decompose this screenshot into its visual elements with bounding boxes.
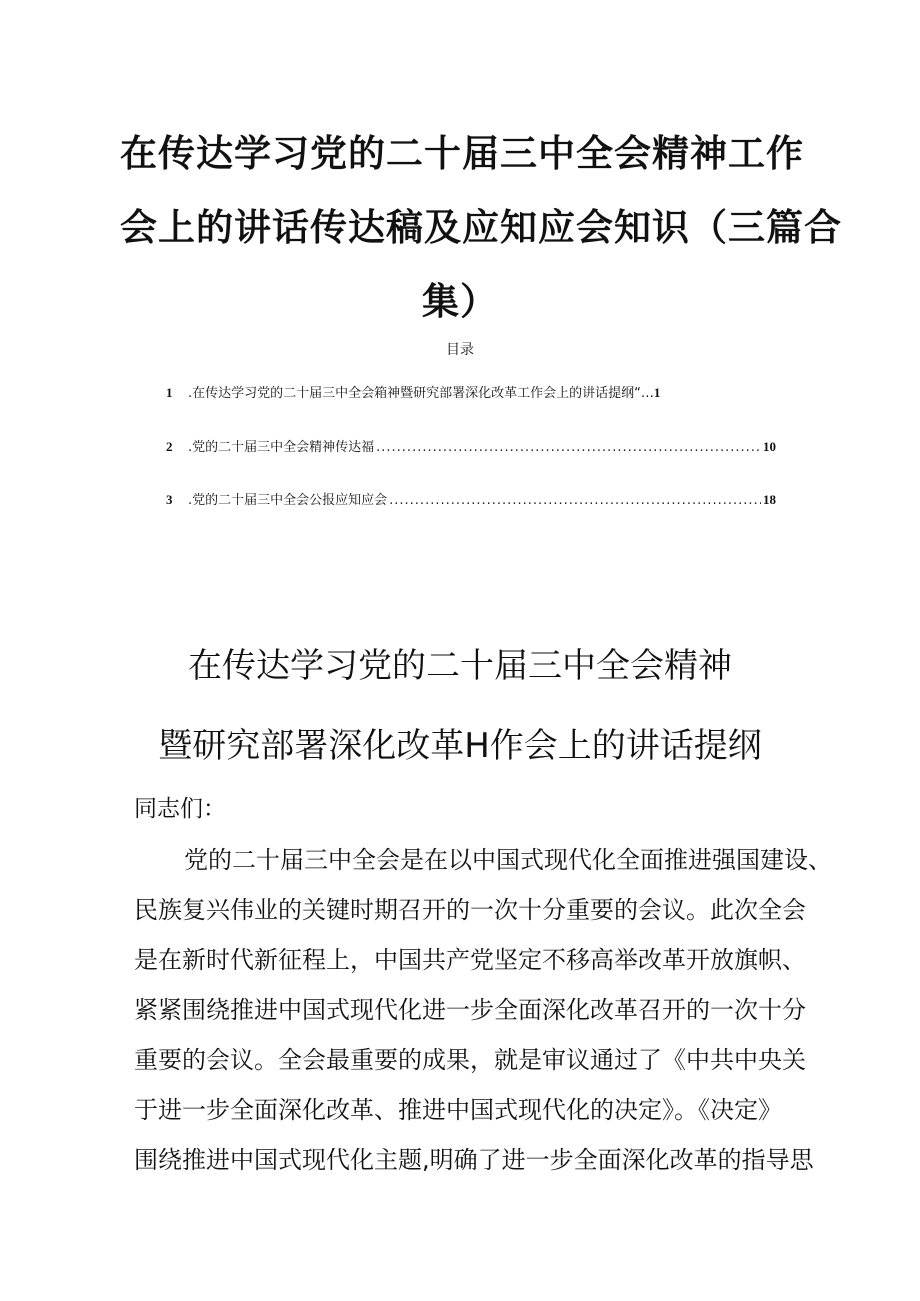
paragraph-line: 民族复兴伟业的关键时期召开的一次十分重要的会议。此次全会 (134, 896, 806, 924)
toc-entry-number: 2 (166, 439, 173, 454)
toc-entry-1[interactable] (166, 383, 776, 403)
toc-entry-number: 1 (166, 385, 173, 400)
toc-entry-text: .党的二十届三中全会精神传达福 (188, 440, 375, 455)
salutation: 同志们： (134, 796, 226, 822)
document-title-line-3: 集） (422, 280, 498, 323)
paragraph-line: 重要的会议。全会最重要的成果，就是审议通过了《中共中央关 (134, 1046, 806, 1074)
paragraph-line: 是在新时代新征程上，中国共产党坚定不移高举改革开放旗帜、 (134, 946, 806, 974)
toc-dot-leader (376, 438, 761, 458)
toc-entry-3[interactable] (166, 490, 776, 510)
paragraph-line: 党的二十届三中全会是在以中国式现代化全面推进强国建设、 (184, 846, 832, 874)
toc-heading: 目录 (446, 342, 474, 358)
toc-entry-text: .在传达学习党的二十届三中全会箱神暨研究部署深化改革工作会上的讲话提纲“… (188, 386, 654, 401)
toc-entry-page: 1 (653, 385, 661, 400)
toc-entry-number: 3 (166, 492, 173, 507)
toc-entry-page: 18 (763, 492, 776, 507)
document-title-line-1: 在传达学习党的二十届三中全会精神工作 (120, 132, 804, 175)
toc-entry-text: .党的二十届三中全会公报应知应会 (188, 493, 388, 508)
document-title-line-2: 会上的讲话传达稿及应知应会知识（三篇合 (120, 206, 842, 249)
paragraph-line: 于进一步全面深化改革、推进中国式现代化的决定》。《决定》 (134, 1096, 782, 1124)
toc-entry-2[interactable] (166, 437, 776, 457)
section-title-line-2: 暨研究部署深化改革H作会上的讲话提纲 (158, 726, 762, 766)
paragraph-line: 紧紧围绕推进中国式现代化进一步全面深化改革召开的一次十分 (134, 996, 806, 1024)
toc-dot-leader (389, 491, 761, 511)
toc-entry-page: 10 (763, 439, 776, 454)
paragraph-line: 围绕推进中国式现代化主题,明确了进一步全面深化改革的指导思 (134, 1146, 814, 1174)
section-title-line-1: 在传达学习党的二十届三中全会精神 (188, 646, 732, 686)
